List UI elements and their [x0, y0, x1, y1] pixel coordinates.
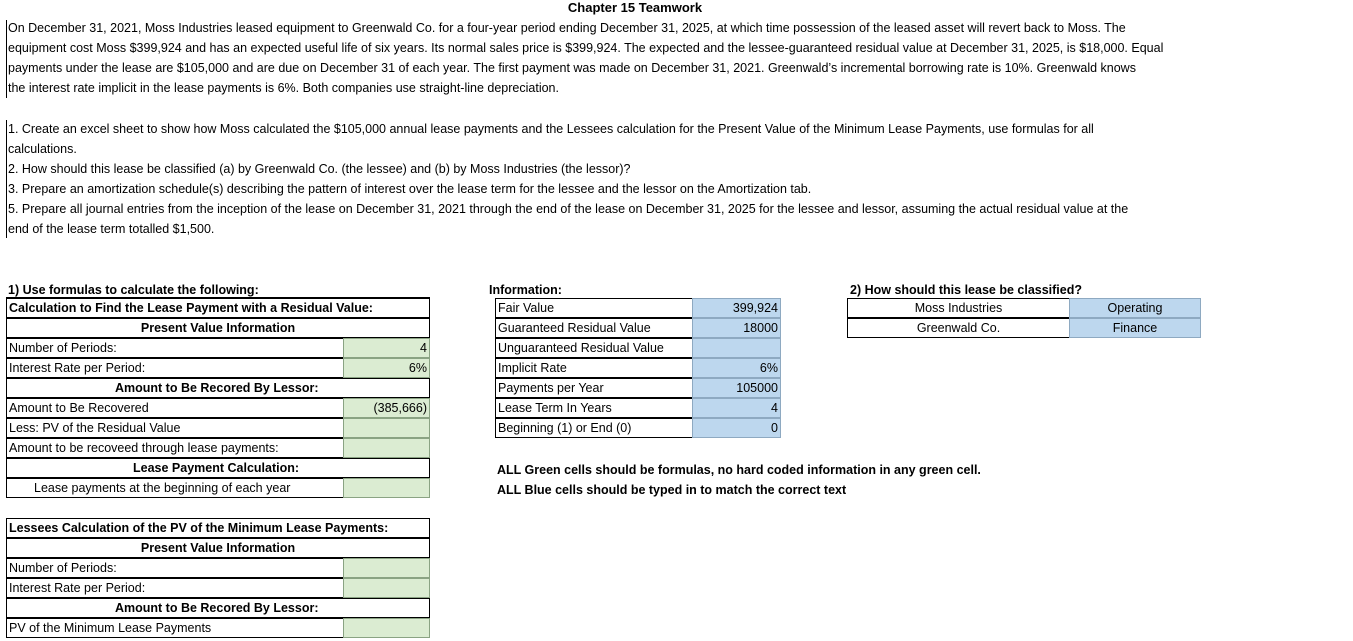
- pv-min-lease-payments-label: PV of the Minimum Lease Payments: [6, 618, 344, 638]
- lessee-rate-cell[interactable]: [343, 578, 430, 598]
- periods-cell[interactable]: 4: [343, 338, 430, 358]
- intro-line: On December 31, 2021, Moss Industries leased equipment to Greenwald Co. for a four-year period ending December 31, 2025, at which time possession of the leased asset will revert back to Moss. The: [8, 21, 1126, 35]
- classification-type-moss[interactable]: Operating: [1069, 298, 1201, 318]
- lessor-amount-heading: Amount to Be Recored By Lessor:: [6, 378, 430, 398]
- info-label-fair-value: Fair Value: [495, 298, 693, 318]
- amount-recovered-label: Amount to Be Recovered: [6, 398, 344, 418]
- rate-label: Interest Rate per Period:: [6, 358, 344, 378]
- info-value-fair-value[interactable]: 399,924: [692, 298, 781, 318]
- less-pv-residual-cell[interactable]: [343, 418, 430, 438]
- info-value-lease-term[interactable]: 4: [692, 398, 781, 418]
- pv-info-heading: Present Value Information: [6, 318, 430, 338]
- question-1: 1. Create an excel sheet to show how Moss calculated the $105,000 annual lease payments and the Lessees calculation for the Present Value of the Minimum Lease Payments, use formulas for all: [8, 122, 1094, 136]
- questions-border: [6, 120, 7, 238]
- lessee-periods-cell[interactable]: [343, 558, 430, 578]
- questions-block: [8, 119, 1298, 239]
- question-3: 3. Prepare an amortization schedule(s) describing the pattern of interest over the lease term for the lessee and the lessor on the Amortization tab.: [8, 182, 812, 196]
- intro-line: equipment cost Moss $399,924 and has an expected useful life of six years. Its normal sales price is $399,924. The expected and the lessee-guaranteed residual value at December 31, 2025, is $18,000. Equal: [8, 41, 1164, 55]
- classification-heading: 2) How should this lease be classified?: [850, 283, 1083, 297]
- information-heading: Information:: [489, 283, 562, 297]
- lease-payment-calc-title: Calculation to Find the Lease Payment with a Residual Value:: [6, 298, 430, 318]
- info-value-beginning-or-end[interactable]: 0: [692, 418, 781, 438]
- lessee-pv-title: Lessees Calculation of the PV of the Minimum Lease Payments:: [6, 518, 430, 538]
- green-cells-note: ALL Green cells should be formulas, no hard coded information in any green cell.: [497, 463, 981, 477]
- rate-cell[interactable]: 6%: [343, 358, 430, 378]
- info-value-implicit-rate[interactable]: 6%: [692, 358, 781, 378]
- info-label-guaranteed-residual: Guaranteed Residual Value: [495, 318, 693, 338]
- info-label-beginning-or-end: Beginning (1) or End (0): [495, 418, 693, 438]
- intro-line: the interest rate implicit in the lease payments is 6%. Both companies use straight-line depreciation.: [8, 81, 559, 95]
- classification-party-moss: Moss Industries: [847, 298, 1070, 318]
- intro-line: payments under the lease are $105,000 and are due on December 31 of each year. The first payment was made on December 31, 2021. Greenwald’s incremental borrowing rate is 10%. Greenwald knows: [8, 61, 1136, 75]
- recovered-through-payments-label: Amount to be recoveed through lease payments:: [6, 438, 344, 458]
- lessee-amount-heading: Amount to Be Recored By Lessor:: [6, 598, 430, 618]
- lease-payments-cell[interactable]: [343, 478, 430, 498]
- classification-type-greenwald[interactable]: Finance: [1069, 318, 1201, 338]
- lease-payment-calc-heading: Lease Payment Calculation:: [6, 458, 430, 478]
- lease-payments-label: Lease payments at the beginning of each year: [6, 478, 344, 498]
- info-label-implicit-rate: Implicit Rate: [495, 358, 693, 378]
- info-value-payments-per-year[interactable]: 105000: [692, 378, 781, 398]
- periods-label: Number of Periods:: [6, 338, 344, 358]
- intro-paragraph: [8, 18, 1298, 98]
- lessee-pv-info-heading: Present Value Information: [6, 538, 430, 558]
- section1-heading: 1) Use formulas to calculate the following:: [8, 283, 259, 297]
- less-pv-residual-label: Less: PV of the Residual Value: [6, 418, 344, 438]
- lessee-rate-label: Interest Rate per Period:: [6, 578, 344, 598]
- info-label-payments-per-year: Payments per Year: [495, 378, 693, 398]
- info-label-lease-term: Lease Term In Years: [495, 398, 693, 418]
- info-label-unguaranteed-residual: Unguaranteed Residual Value: [495, 338, 693, 358]
- recovered-through-payments-cell[interactable]: [343, 438, 430, 458]
- info-value-unguaranteed-residual[interactable]: [692, 338, 781, 358]
- intro-border: [6, 20, 7, 98]
- info-value-guaranteed-residual[interactable]: 18000: [692, 318, 781, 338]
- question-5-continued: end of the lease term totalled $1,500.: [8, 222, 215, 236]
- question-5: 5. Prepare all journal entries from the inception of the lease on December 31, 2021 through the end of the lease on December 31, 2025 for the lessee and lessor, assuming the actual residual value at the: [8, 202, 1129, 216]
- classification-party-greenwald: Greenwald Co.: [847, 318, 1070, 338]
- question-2: 2. How should this lease be classified (a) by Greenwald Co. (the lessee) and (b) by Moss Industries (the lessor)?: [8, 162, 631, 176]
- blue-cells-note: ALL Blue cells should be typed in to match the correct text: [497, 483, 847, 497]
- amount-recovered-cell[interactable]: (385,666): [343, 398, 430, 418]
- page-title: Chapter 15 Teamwork: [567, 0, 703, 15]
- lessee-periods-label: Number of Periods:: [6, 558, 344, 578]
- pv-min-lease-payments-cell[interactable]: [343, 618, 430, 638]
- question-1-continued: calculations.: [8, 142, 77, 156]
